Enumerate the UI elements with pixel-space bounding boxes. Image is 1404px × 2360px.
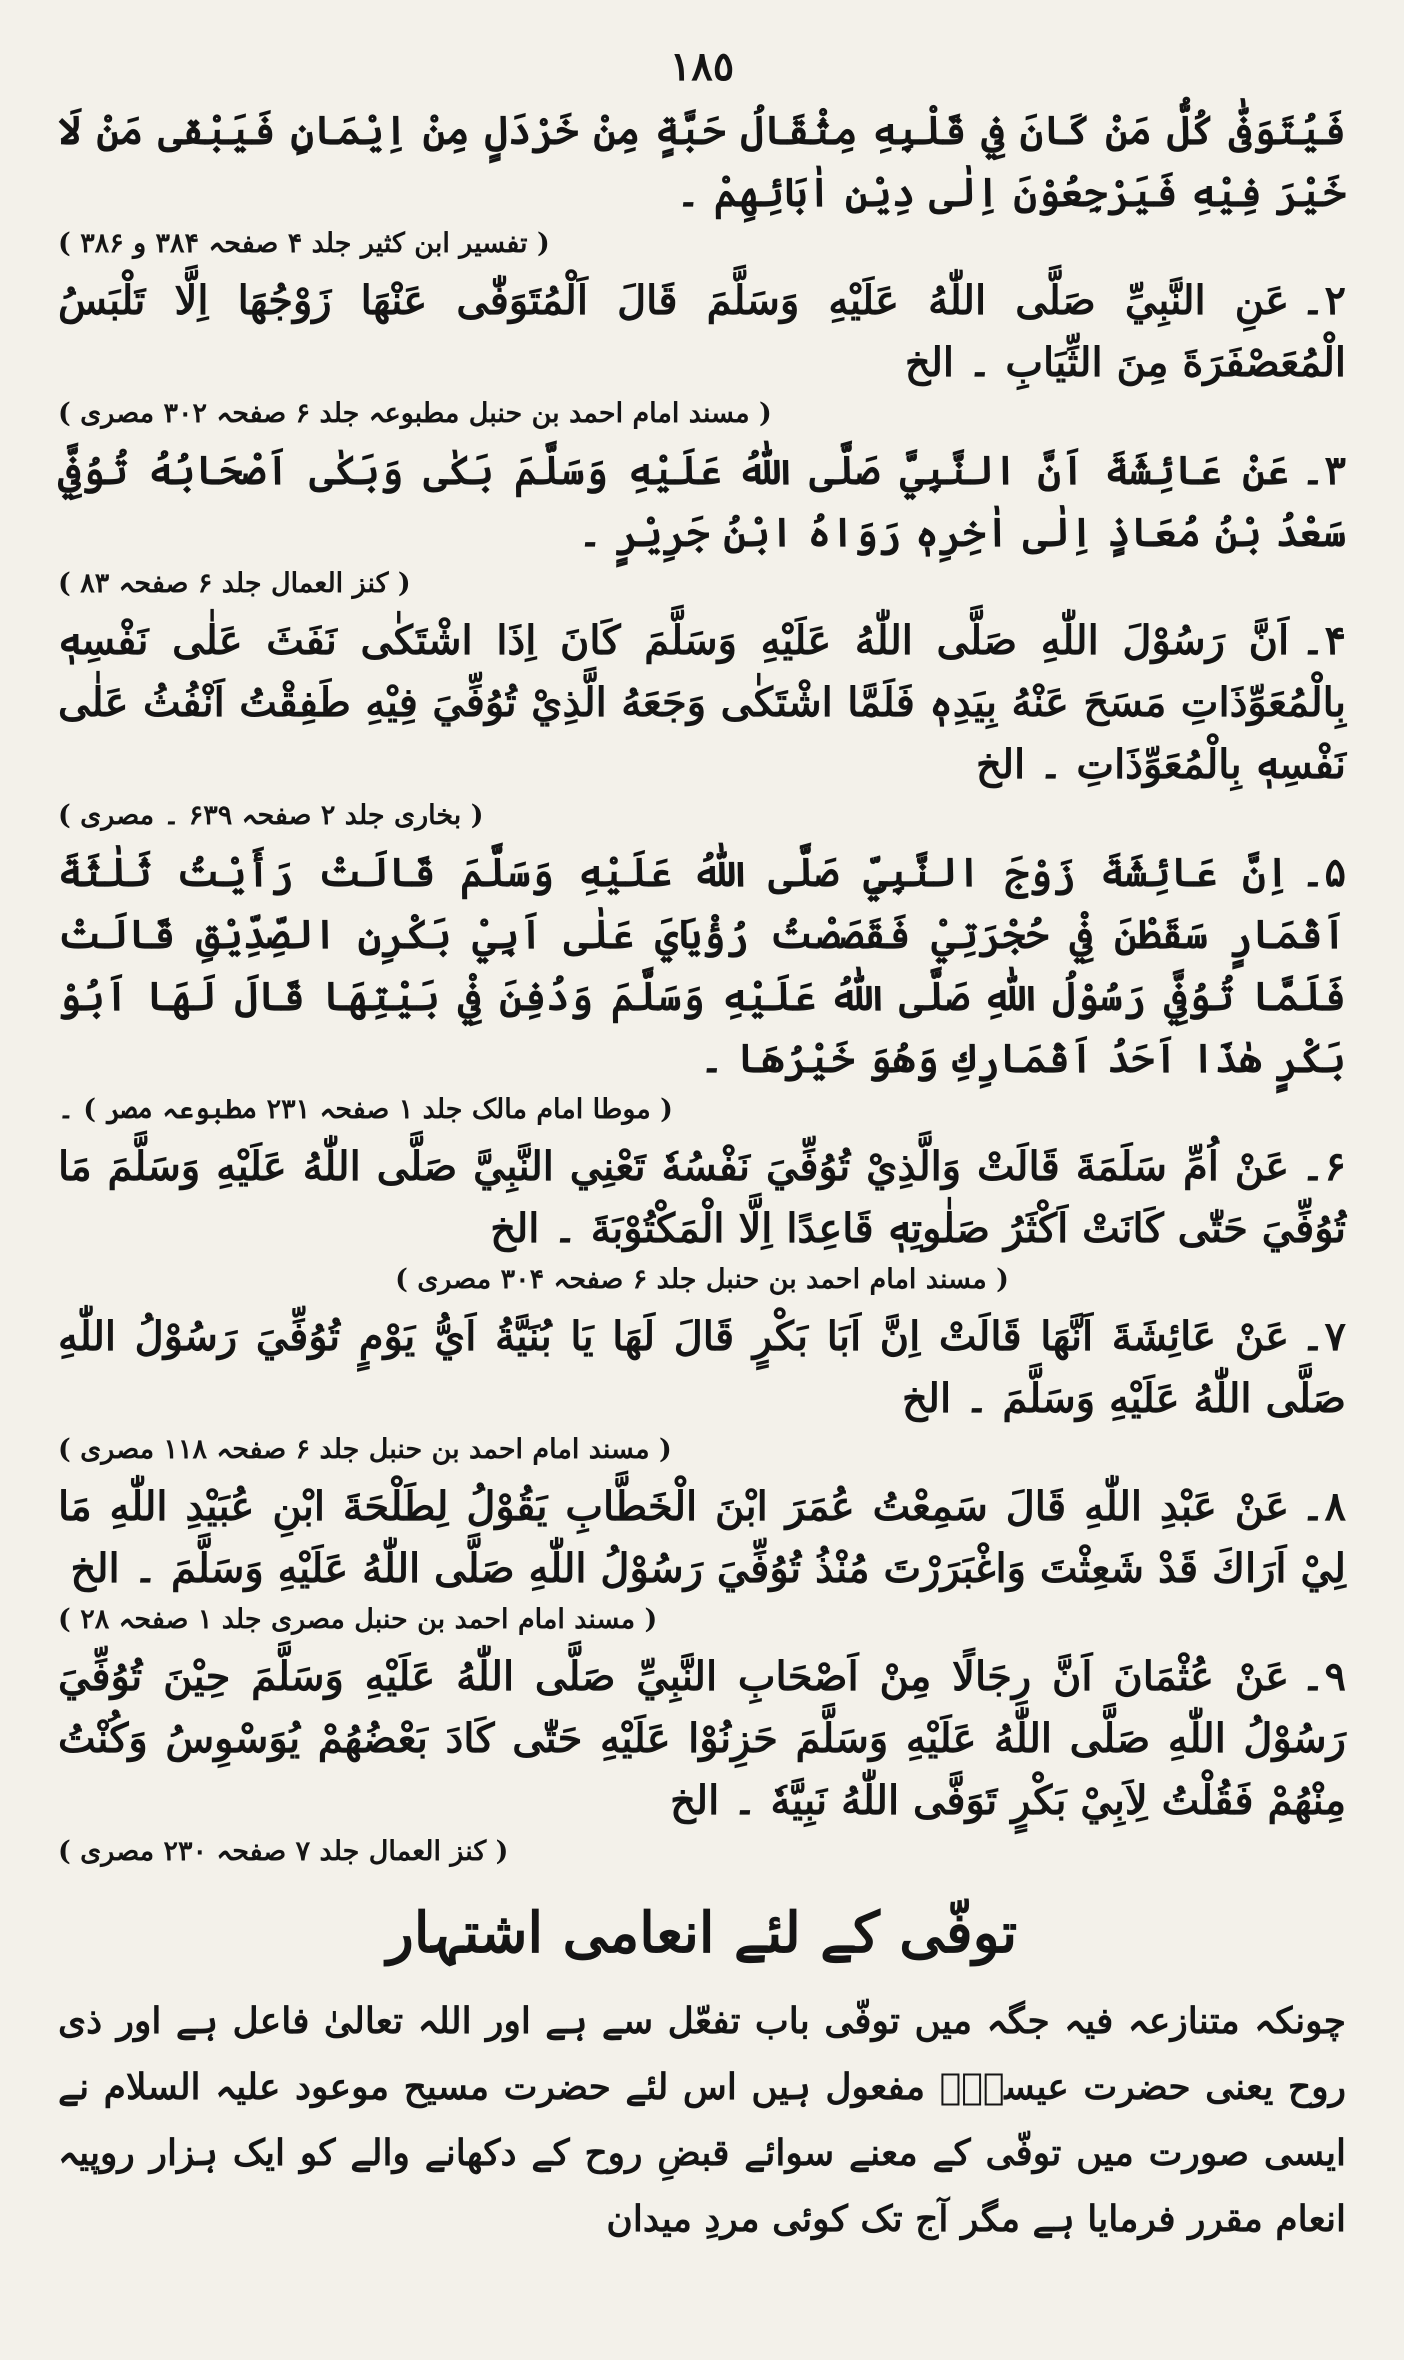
hadith-text xyxy=(58,610,1346,796)
hadith-number: ۳۔ xyxy=(1301,447,1346,494)
hadith-text xyxy=(58,1136,1346,1260)
hadith-body: اِنَّ عَائِشَةَ زَوْجَ النَّبِيِّ صَلَّى اللّٰهُ عَلَيْهِ وَسَلَّمَ قَالَتْ رَأَيْتُ ثَلٰثَةَ اَقْمَارٍ سَقَطْنَ فِيْ حُجْرَتِيْ فَقَصَصْتُ رُؤْيَايَ عَلٰى اَبِيْ بَكْرِنِ الصِّدِّيْقِ قَالَتْ فَلَمَّا تُوُفِّيَ رَسُوْلُ اللّٰهِ صَلَّى اللّٰهُ عَلَيْهِ وَسَلَّمَ وَدُفِنَ فِيْ بَيْتِهَا قَالَ لَهَا اَبُوْ بَكْرٍ هٰذَا اَحَدُ اَقْمَارِكِ وَهُوَ خَيْرُهَا ۔ xyxy=(58,849,1346,1082)
hadith-reference: ( موطا امام مالک جلد ۱ صفحہ ۲۳۱ مطبوعہ مصر ) ۔ xyxy=(58,1094,673,1125)
hadith-body: عَنْ اُمِّ سَلَمَةَ قَالَتْ وَالَّذِيْ تُوُفِّيَ نَفْسُهٗ تَعْنِي النَّبِيَّ صَلَّى اللّٰهُ عَلَيْهِ وَسَلَّمَ مَا تُوُفِّيَ حَتّٰى كَانَتْ اَكْثَرُ صَلٰوتِهٖ قَاعِدًا اِلَّا الْمَكْتُوْبَةَ ۔ الخ xyxy=(58,1143,1346,1252)
hadith-reference: ( بخاری جلد ۲ صفحہ ۶۳۹ ۔ مصری ) xyxy=(58,800,484,831)
hadith-number: ۵۔ xyxy=(1301,849,1346,896)
hadith-7 xyxy=(58,1306,1346,1470)
hadith-reference: ( مسند امام احمد بن حنبل مطبوعہ جلد ۶ صفحہ ۳۰۲ مصری ) xyxy=(58,398,772,429)
hadith-number: ۶۔ xyxy=(1301,1143,1346,1190)
hadith-text xyxy=(58,1306,1346,1430)
hadith-body: اَنَّ رَسُوْلَ اللّٰهِ صَلَّى اللّٰهُ عَلَيْهِ وَسَلَّمَ كَانَ اِذَا اشْتَكٰى نَفَثَ عَلٰى نَفْسِهٖ بِالْمُعَوِّذَاتِ مَسَحَ عَنْهُ بِيَدِهٖ فَلَمَّا اشْتَكٰى وَجَعَهُ الَّذِيْ تُوُفِّيَ فِيْهِ طَفِقْتُ اَنْفُثُ عَلٰى نَفْسِهٖ بِالْمُعَوِّذَاتِ ۔ الخ xyxy=(58,617,1346,788)
hadith-8 xyxy=(58,1476,1346,1640)
intro-text: فَيُتَوَفّٰى كُلُّ مَنْ كَانَ فِي قَلْبِهِ مِثْقَالُ حَبَّةٍ مِنْ خَرْدَلٍ مِنْ اِيْمَانٍ فَيَبْقٰى مَنْ لَا خَيْرَ فِيْهِ فَيَرْجِعُوْنَ اِلٰى دِيْنِ اٰبَائِهِمْ ۔ xyxy=(58,107,1346,216)
hadith-text xyxy=(58,440,1346,564)
section-heading: توفّی کے لئے انعامی اشتہار xyxy=(386,1900,1018,1966)
hadith-5 xyxy=(58,842,1346,1130)
hadith-number: ۲۔ xyxy=(1301,277,1346,324)
intro-block xyxy=(58,100,1346,264)
hadith-number: ۹۔ xyxy=(1301,1653,1346,1700)
hadith-reference: ( کنز العمال جلد ۶ صفحہ ۸۳ ) xyxy=(58,568,411,599)
page-number: ١٨٥ xyxy=(669,43,735,90)
hadith-2 xyxy=(58,270,1346,434)
hadith-body: عَنْ عُثْمَانَ اَنَّ رِجَالًا مِنْ اَصْحَابِ النَّبِيِّ صَلَّى اللّٰهُ عَلَيْهِ وَسَلَّمَ حِيْنَ تُوُفِّيَ رَسُوْلُ اللّٰهِ صَلَّى اللّٰهُ عَلَيْهِ وَسَلَّمَ حَزِنُوْا عَلَيْهِ حَتّٰى كَادَ بَعْضُهُمْ يُوَسْوِسُ وَكُنْتُ مِنْهُمْ فَقُلْتُ لِاَبِيْ بَكْرٍ تَوَفَّى اللّٰهُ نَبِيَّهٗ ۔ الخ xyxy=(58,1653,1346,1824)
hadith-reference: ( کنز العمال جلد ۷ صفحہ ۲۳۰ مصری ) xyxy=(58,1836,509,1867)
hadith-text xyxy=(58,842,1346,1090)
hadith-number: ۴۔ xyxy=(1301,617,1346,664)
hadith-3 xyxy=(58,440,1346,604)
intro-reference: ( تفسیر ابن کثیر جلد ۴ صفحہ ۳۸۴ و ۳۸۶ ) xyxy=(58,228,550,259)
hadith-6 xyxy=(58,1136,1346,1300)
hadith-reference: ( مسند امام احمد بن حنبل مصری جلد ۱ صفحہ ۲۸ ) xyxy=(58,1604,658,1635)
hadith-number: ۸۔ xyxy=(1301,1483,1346,1530)
section-paragraph: چونکہ متنازعہ فیہ جگہ میں توفّی باب تفعّل سے ہے اور اللہ تعالیٰ فاعل ہے اور ذی روح یعنی حضرت عیسیٰؑ مفعول ہیں اس لئے حضرت مسیح موعود علیہ السلام نے ایسی صورت میں توفّی کے معنے سوائے قبضِ روح کے دکھانے والے کو ایک ہزار روپیہ انعام مقرر فرمایا ہے مگر آج تک کوئی مردِ میدان xyxy=(58,2000,1346,2240)
hadith-text xyxy=(58,1476,1346,1600)
hadith-number: ۷۔ xyxy=(1301,1313,1347,1360)
hadith-4 xyxy=(58,610,1346,836)
hadith-9 xyxy=(58,1646,1346,1872)
hadith-body: عَنْ عَبْدِ اللّٰهِ قَالَ سَمِعْتُ عُمَرَ ابْنَ الْخَطَّابِ يَقُوْلُ لِطَلْحَةَ ابْنِ عُبَيْدِ اللّٰهِ مَا لِيْ اَرَاكَ قَدْ شَعِثْتَ وَاغْبَرَرْتَ مُنْذُ تُوُفِّيَ رَسُوْلُ اللّٰهِ صَلَّى اللّٰهُ عَلَيْهِ وَسَلَّمَ ۔ الخ xyxy=(58,1483,1346,1592)
hadith-reference: ( مسند امام احمد بن حنبل جلد ۶ صفحہ ۳۰۴ مصری ) xyxy=(395,1264,1009,1295)
hadith-reference: ( مسند امام احمد بن حنبل جلد ۶ صفحہ ۱۱۸ مصری ) xyxy=(58,1434,672,1465)
hadith-text xyxy=(58,1646,1346,1832)
hadith-text xyxy=(58,270,1346,394)
hadith-body: عَنْ عَائِشَةَ اَنَّ النَّبِيَّ صَلَّى اللّٰهُ عَلَيْهِ وَسَلَّمَ بَكٰى وَبَكٰى اَصْحَابُهُ تُوُفِّيَ سَعْدُ بْنُ مُعَاذٍ اِلٰى اٰخِرِهٖ رَوَاهُ ابْنُ جَرِيْرٍ ۔ xyxy=(58,447,1346,556)
hadith-body: عَنْ عَائِشَةَ اَنَّهَا قَالَتْ اِنَّ اَبَا بَكْرٍ قَالَ لَهَا يَا بُنَيَّةُ اَيُّ يَوْمٍ تُوُفِّيَ رَسُوْلُ اللّٰهِ صَلَّى اللّٰهُ عَلَيْهِ وَسَلَّمَ ۔ الخ xyxy=(58,1313,1346,1422)
hadith-body: عَنِ النَّبِيِّ صَلَّى اللّٰهُ عَلَيْهِ وَسَلَّمَ قَالَ اَلْمُتَوَفّٰى عَنْهَا زَوْجُهَا اِلَّا تَلْبَسُ الْمُعَصْفَرَةَ مِنَ الثِّيَابِ ۔ الخ xyxy=(58,277,1346,386)
